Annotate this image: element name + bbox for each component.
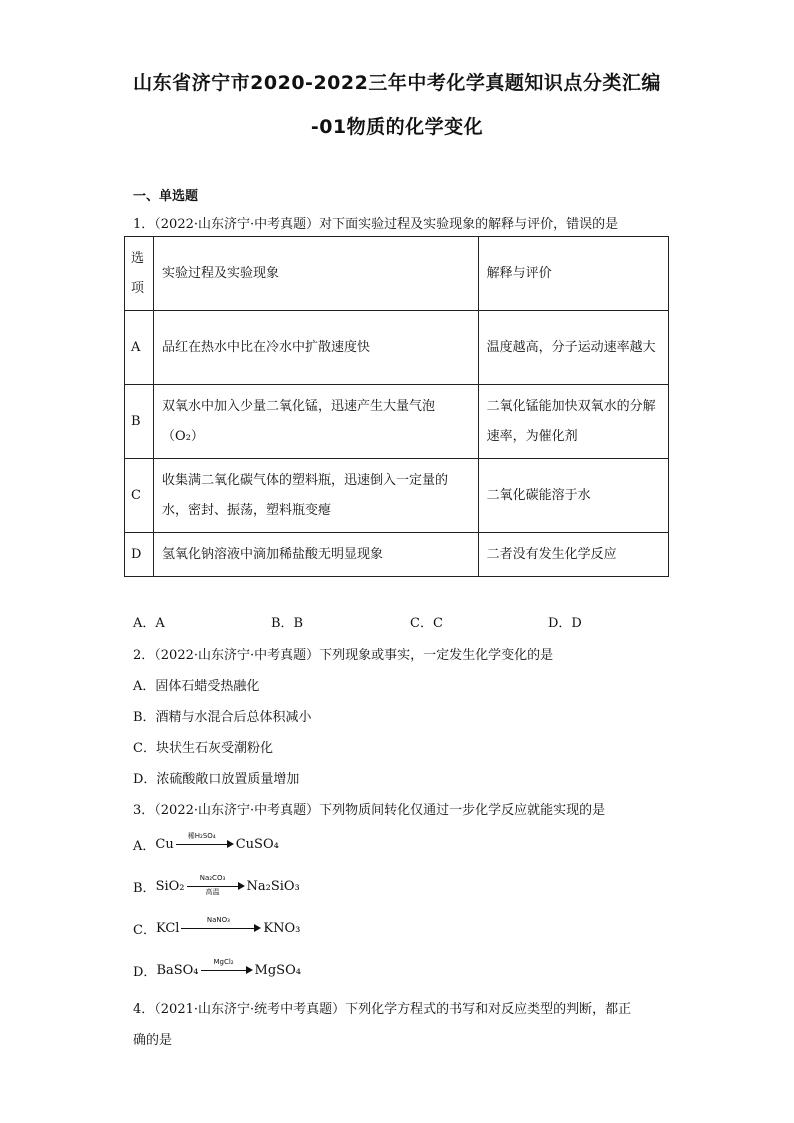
table-header-row	[125, 237, 669, 311]
choice-c[interactable]: C．C	[410, 616, 443, 631]
choice-b[interactable]: B．B	[271, 616, 304, 631]
q3-stem: 3．（2022·山东济宁·中考真题）下列物质间转化仅通过一步化学反应就能实现的是	[133, 803, 606, 818]
q1-stem: 1．（2022·山东济宁·中考真题）对下面实验过程及实验现象的解释与评价，错误的是	[133, 217, 619, 232]
row-eval: 二者没有发生化学反应	[478, 533, 668, 577]
row-eval: 二氧化锰能加快双氧水的分解速率，为催化剂	[478, 385, 668, 459]
row-option: C	[125, 459, 154, 533]
reactant: KCl	[155, 921, 180, 936]
row-option: B	[125, 385, 154, 459]
option-label: D．	[133, 965, 157, 980]
product: Na₂SiO₃	[246, 879, 300, 894]
row-eval: 温度越高，分子运动速率越大	[478, 311, 668, 385]
q2-option-c[interactable]: C．块状生石灰受潮粉化	[133, 741, 273, 756]
row-process: 氢氧化钠溶液中滴加稀盐酸无明显现象	[154, 533, 479, 577]
document-title-line1: 山东省济宁市2020-2022三年中考化学真题知识点分类汇编	[133, 72, 661, 94]
table-row	[125, 459, 669, 533]
option-label: A．	[133, 839, 156, 854]
q2-stem: 2．（2022·山东济宁·中考真题）下列现象或事实，一定发生化学变化的是	[133, 648, 554, 663]
option-label: C．	[133, 923, 156, 938]
reaction-arrow-icon	[201, 957, 253, 978]
reactant: Cu	[155, 837, 174, 852]
product: CuSO₄	[235, 837, 279, 852]
q3-option-c[interactable]	[133, 915, 301, 938]
product: KNO₃	[263, 921, 301, 936]
reaction-condition: 稀H₂SO₄	[187, 831, 216, 840]
header-process: 实验过程及实验现象	[154, 237, 479, 311]
section-heading: 一、单选题	[133, 189, 199, 204]
q2-option-d[interactable]: D．浓硫酸敞口放置质量增加	[133, 772, 300, 787]
reaction-arrow-icon	[187, 873, 245, 896]
document-title-line2: -01物质的化学变化	[310, 116, 484, 138]
q2-option-b[interactable]: B．酒精与水混合后总体积减小	[133, 710, 312, 725]
q4-stem-line1: 4．（2021·山东济宁·统考中考真题）下列化学方程式的书写和对反应类型的判断，都正	[133, 1002, 632, 1017]
q3-option-b[interactable]	[133, 873, 300, 896]
reactant: BaSO₄	[156, 963, 199, 978]
row-eval: 二氧化碳能溶于水	[478, 459, 668, 533]
table-row	[125, 385, 669, 459]
q2-option-a[interactable]: A．固体石蜡受热融化	[133, 679, 260, 694]
reaction-condition-below: 高温	[205, 887, 220, 896]
q3-option-a[interactable]	[133, 831, 279, 854]
reaction-arrow-icon	[176, 831, 234, 852]
option-label: B．	[133, 881, 156, 896]
table-row	[125, 311, 669, 385]
choice-d[interactable]: D．D	[548, 616, 582, 631]
reaction-condition: MgCl₂	[213, 957, 234, 966]
product: MgSO₄	[254, 963, 301, 978]
header-option: 选项	[125, 237, 154, 311]
row-option: A	[125, 311, 154, 385]
q3-option-d[interactable]	[133, 957, 301, 980]
choice-a[interactable]: A．A	[133, 616, 165, 631]
reactant: SiO₂	[155, 879, 185, 894]
reaction-condition: Na₂CO₃	[199, 873, 226, 882]
reaction-condition: NaNO₃	[206, 915, 230, 924]
row-process: 双氧水中加入少量二氧化锰，迅速产生大量气泡（O₂）	[154, 385, 479, 459]
header-eval: 解释与评价	[478, 237, 668, 311]
q1-table	[124, 236, 669, 577]
row-process: 品红在热水中比在冷水中扩散速度快	[154, 311, 479, 385]
row-process: 收集满二氧化碳气体的塑料瓶，迅速倒入一定量的水，密封、振荡，塑料瓶变瘪	[154, 459, 479, 533]
q4-stem-line2: 确的是	[133, 1033, 173, 1048]
row-option: D	[125, 533, 154, 577]
reaction-arrow-icon	[181, 915, 261, 936]
table-row	[125, 533, 669, 577]
